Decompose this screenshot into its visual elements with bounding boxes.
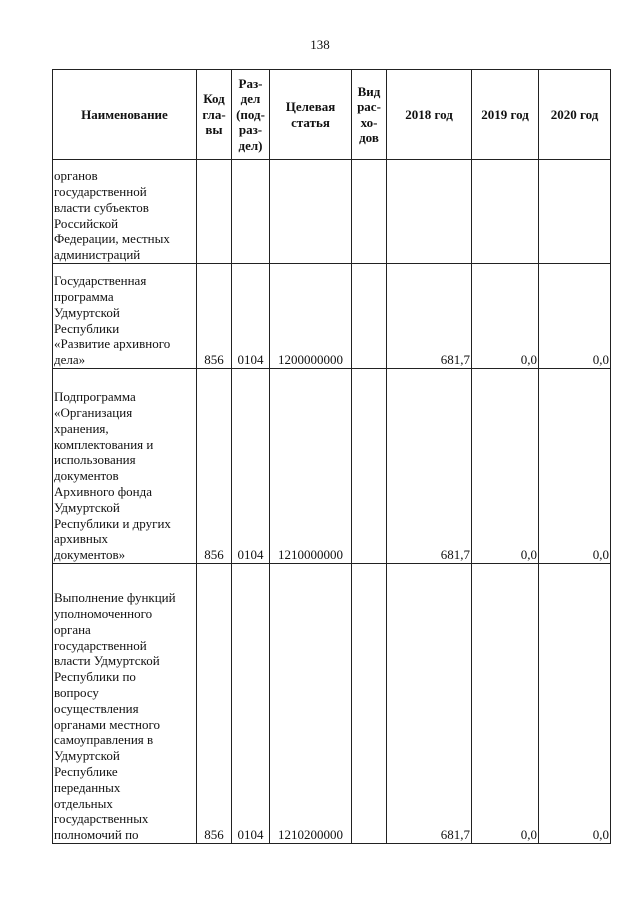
header-2019: 2019 год — [472, 70, 539, 160]
header-section: Раз- дел (под- раз- дел) — [232, 70, 270, 160]
row-section: 0104 — [232, 264, 270, 369]
row-2018: 681,7 — [387, 264, 472, 369]
row-2019: 0,0 — [472, 264, 539, 369]
table-row — [53, 264, 611, 369]
row-section — [232, 160, 270, 264]
row-name: Выполнение функций уполномоченного органа государственной власти Удмуртской Республики по вопросу осуществления органами местного самоуправления в Удмуртской Республике переданных отдельных государственных полномочий по — [53, 564, 197, 844]
header-row — [53, 70, 611, 160]
row-name: Государственная программа Удмуртской Республики «Развитие архивного дела» — [53, 264, 197, 369]
row-section: 0104 — [232, 564, 270, 844]
row-chapter-code: 856 — [197, 264, 232, 369]
page-number: 138 — [310, 37, 330, 52]
header-2020: 2020 год — [539, 70, 611, 160]
row-chapter-code: 856 — [197, 369, 232, 564]
row-target-article: 1210000000 — [270, 369, 352, 564]
row-expense-type — [352, 264, 387, 369]
table-row — [53, 369, 611, 564]
row-chapter-code — [197, 160, 232, 264]
table-row — [53, 160, 611, 264]
row-2020 — [539, 160, 611, 264]
row-target-article: 1210200000 — [270, 564, 352, 844]
header-expense-type: Вид рас- хо- дов — [352, 70, 387, 160]
row-expense-type — [352, 369, 387, 564]
row-expense-type — [352, 564, 387, 844]
row-2020: 0,0 — [539, 564, 611, 844]
row-2020: 0,0 — [539, 264, 611, 369]
row-2018: 681,7 — [387, 369, 472, 564]
row-2020: 0,0 — [539, 369, 611, 564]
row-target-article — [270, 160, 352, 264]
table-row — [53, 564, 611, 844]
row-2018 — [387, 160, 472, 264]
row-name: Подпрограмма «Организация хранения, комплектования и использования документов Архивного фонда Удмуртской Республики и других архивных документов» — [53, 369, 197, 564]
row-2019 — [472, 160, 539, 264]
row-name: органов государственной власти субъектов Российской Федерации, местных администраций — [53, 160, 197, 264]
row-2018: 681,7 — [387, 564, 472, 844]
row-chapter-code: 856 — [197, 564, 232, 844]
row-section: 0104 — [232, 369, 270, 564]
header-name: Наименование — [53, 70, 197, 160]
row-target-article: 1200000000 — [270, 264, 352, 369]
row-2019: 0,0 — [472, 369, 539, 564]
header-2018: 2018 год — [387, 70, 472, 160]
row-expense-type — [352, 160, 387, 264]
row-2019: 0,0 — [472, 564, 539, 844]
header-target-article: Целевая статья — [270, 70, 352, 160]
header-chapter-code: Код гла- вы — [197, 70, 232, 160]
budget-table — [52, 69, 611, 844]
